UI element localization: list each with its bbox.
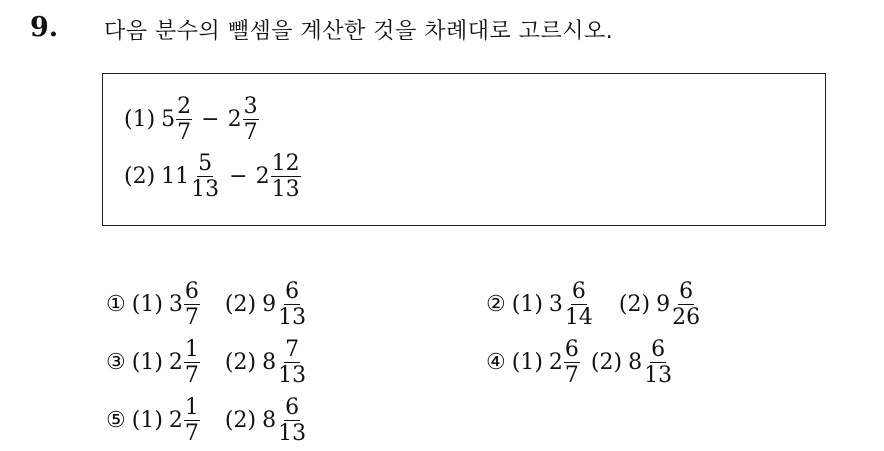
denominator: 7 xyxy=(184,305,199,331)
mixed-whole: 5 xyxy=(161,106,176,132)
denominator: 13 xyxy=(278,421,307,447)
numerator: 6 xyxy=(184,279,199,304)
numerator: 1 xyxy=(184,395,199,420)
denominator: 13 xyxy=(644,363,673,389)
answer-label: (1) xyxy=(131,407,163,433)
minus-sign: − xyxy=(201,106,220,132)
mixed-whole: 9 xyxy=(262,291,277,317)
answer-label: (2) xyxy=(590,349,623,375)
mixed-whole: 2 xyxy=(168,407,183,433)
denominator: 7 xyxy=(177,120,192,146)
mixed-whole: 8 xyxy=(262,349,277,375)
numerator: 1 xyxy=(184,337,199,362)
fraction xyxy=(277,396,307,445)
numerator: 12 xyxy=(271,151,300,176)
numerator: 6 xyxy=(285,279,300,304)
numerator: 6 xyxy=(651,337,666,362)
fraction xyxy=(184,280,200,329)
fraction xyxy=(564,338,580,387)
fraction xyxy=(643,338,673,387)
denominator: 14 xyxy=(564,305,593,331)
numerator: 6 xyxy=(564,337,579,362)
numerator: 6 xyxy=(679,279,694,304)
fraction xyxy=(243,95,259,144)
problem-label: (1) xyxy=(124,106,156,132)
denominator: 13 xyxy=(191,177,220,203)
problem-label: (2) xyxy=(124,163,156,189)
answer-label: (1) xyxy=(131,349,163,375)
fraction xyxy=(277,280,307,329)
minus-sign: − xyxy=(229,163,248,189)
choice-marker: ① xyxy=(106,291,126,317)
fraction xyxy=(190,152,220,201)
fraction xyxy=(271,152,301,201)
choice-5[interactable] xyxy=(106,396,308,445)
mixed-whole: 2 xyxy=(548,349,563,375)
numerator: 6 xyxy=(571,279,586,304)
fraction xyxy=(176,95,192,144)
fraction xyxy=(277,338,307,387)
denominator: 7 xyxy=(184,363,199,389)
denominator: 13 xyxy=(278,305,307,331)
mixed-whole: 11 xyxy=(161,163,190,189)
answer-label: (2) xyxy=(224,407,257,433)
numerator: 3 xyxy=(243,94,258,119)
choice-marker: ④ xyxy=(486,349,506,375)
mixed-whole: 8 xyxy=(262,407,277,433)
mixed-whole: 2 xyxy=(227,106,242,132)
fraction xyxy=(671,280,701,329)
denominator: 7 xyxy=(184,421,199,447)
denominator: 13 xyxy=(271,177,300,203)
answer-label: (1) xyxy=(511,349,543,375)
choice-1[interactable] xyxy=(106,280,308,329)
problem-2 xyxy=(124,152,302,201)
choice-marker: ③ xyxy=(106,349,126,375)
mixed-whole: 2 xyxy=(255,163,270,189)
denominator: 13 xyxy=(278,363,307,389)
mixed-whole: 3 xyxy=(548,291,563,317)
question-text: 다음 분수의 뺄셈을 계산한 것을 차례대로 고르시오. xyxy=(104,19,614,44)
numerator: 7 xyxy=(285,337,300,362)
answer-label: (1) xyxy=(131,291,163,317)
denominator: 7 xyxy=(243,120,258,146)
numerator: 6 xyxy=(285,395,300,420)
denominator: 7 xyxy=(564,363,579,389)
mixed-whole: 8 xyxy=(628,349,643,375)
mixed-whole: 3 xyxy=(168,291,183,317)
answer-label: (2) xyxy=(224,291,257,317)
choice-marker: ② xyxy=(486,291,506,317)
choice-3[interactable] xyxy=(106,338,308,387)
answer-label: (2) xyxy=(618,291,651,317)
fraction xyxy=(564,280,594,329)
fraction xyxy=(184,338,200,387)
mixed-whole: 9 xyxy=(656,291,671,317)
answer-label: (1) xyxy=(511,291,543,317)
numerator: 5 xyxy=(198,151,213,176)
fraction xyxy=(184,396,200,445)
denominator: 26 xyxy=(672,305,701,331)
problem-1 xyxy=(124,95,260,144)
question-number: 9. xyxy=(30,12,59,43)
numerator: 2 xyxy=(177,94,192,119)
answer-label: (2) xyxy=(224,349,257,375)
choice-4[interactable] xyxy=(486,338,674,387)
choice-2[interactable] xyxy=(486,280,702,329)
choice-marker: ⑤ xyxy=(106,407,126,433)
mixed-whole: 2 xyxy=(168,349,183,375)
